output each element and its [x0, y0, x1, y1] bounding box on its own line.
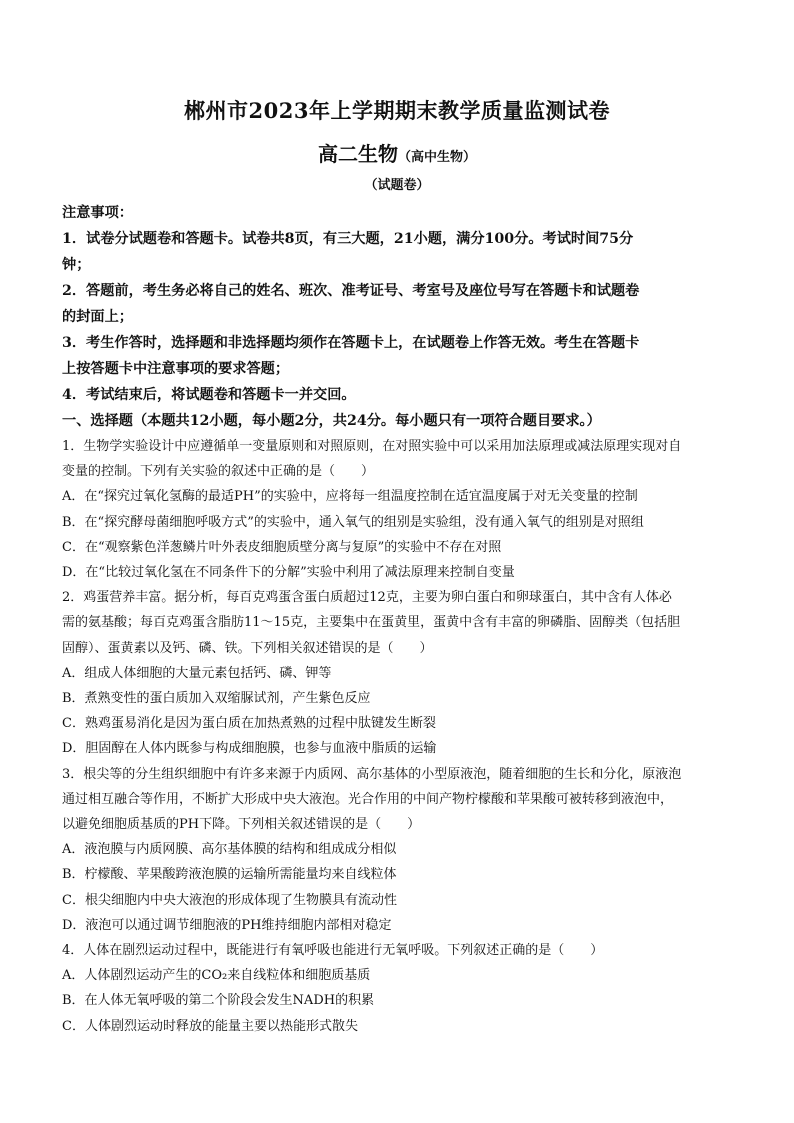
option-a: A．人体剧烈运动产生的CO₂来自线粒体和细胞质基质 [62, 968, 371, 984]
notice-line: 1．试卷分试题卷和答题卡。试卷共8页，有三大题，21小题，满分100分。考试时间75分 [62, 231, 634, 247]
subject-note: （高中生物） [397, 150, 476, 165]
option-d: D．液泡可以通过调节细胞液的PH维持细胞内部相对稳定 [62, 917, 392, 933]
question-stem: 需的氨基酸；每百克鸡蛋含脂肪11～15克，主要集中在蛋黄里，蛋黄中含有丰富的卵磷脂、固醇类（包括胆 [62, 615, 681, 631]
question-4 [62, 938, 734, 1039]
option-d: D．胆固醇在人体内既参与构成细胞膜，也参与血液中脂质的运输 [62, 741, 437, 757]
paper-tag: （试题卷） [364, 178, 430, 193]
question-stem: 以避免细胞质基质的PH下降。下列相关叙述错误的是（ ） [62, 817, 421, 833]
option-b: B．在人体无氧呼吸的第二个阶段会发生NADH的积累 [62, 993, 375, 1009]
option-c: C．在“观察紫色洋葱鳞片叶外表皮细胞质壁分离与复原”的实验中不存在对照 [62, 539, 502, 555]
notice-heading: 注意事项： [62, 205, 133, 221]
notice-line: 4．考试结束后，将试题卷和答题卡一并交回。 [62, 387, 356, 403]
option-c: C．人体剧烈运动时释放的能量主要以热能形式散失 [62, 1018, 358, 1034]
option-b: B．煮熟变性的蛋白质加入双缩脲试剂，产生紫色反应 [62, 691, 371, 707]
question-3 [62, 762, 734, 938]
question-2 [62, 585, 734, 761]
subject-name: 高二生物 [317, 142, 398, 166]
exam-title: 郴州市2023年上学期期末教学质量监测试卷 [184, 98, 610, 123]
exam-content [62, 200, 734, 1039]
notice-line: 3．考生作答时，选择题和非选择题均须作在答题卡上，在试题卷上作答无效。考生在答题卡 [62, 335, 640, 351]
option-a: A．液泡膜与内质网膜、高尔基体膜的结构和组成成分相似 [62, 842, 397, 858]
option-c: C．熟鸡蛋易消化是因为蛋白质在加热煮熟的过程中肽键发生断裂 [62, 716, 436, 732]
option-c: C．根尖细胞内中央大液泡的形成体现了生物膜具有流动性 [62, 892, 397, 908]
question-stem: 3．根尖等的分生组织细胞中有许多来源于内质网、高尔基体的小型原液泡，随着细胞的生长和分化，原液泡 [62, 766, 682, 782]
notice-line: 上按答题卡中注意事项的要求答题； [62, 361, 290, 377]
question-stem: 变量的控制。下列有关实验的叙述中正确的是（ ） [62, 464, 375, 480]
question-stem: 1．生物学实验设计中应遵循单一变量原则和对照原则，在对照实验中可以采用加法原理或减法原理实现对自 [62, 439, 682, 454]
option-b: B．柠檬酸、苹果酸跨液泡膜的运输所需能量均来自线粒体 [62, 867, 397, 883]
subject-title [0, 138, 794, 167]
section-heading: 一、选择题（本题共12小题，每小题2分，共24分。每小题只有一项符合题目要求。） [62, 413, 601, 429]
option-b: B．在“探究酵母菌细胞呼吸方式”的实验中，通入氧气的组别是实验组，没有通入氧气的组别是对照组 [62, 514, 644, 530]
notice-line: 钟； [62, 257, 91, 273]
question-stem: 固醇）、蛋黄素以及钙、磷、铁。下列相关叙述错误的是（ ） [62, 640, 433, 656]
option-d: D．在“比较过氧化氢在不同条件下的分解”实验中利用了减法原理来控制自变量 [62, 565, 515, 581]
question-stem: 4．人体在剧烈运动过程中，既能进行有氧呼吸也能进行无氧呼吸。下列叙述正确的是（ ） [62, 943, 604, 959]
question-1 [62, 434, 734, 585]
question-stem: 2．鸡蛋营养丰富。据分析，每百克鸡蛋含蛋白质超过12克，主要为卵白蛋白和卵球蛋白，其中含有人体必 [62, 590, 672, 606]
option-a: A．组成人体细胞的大量元素包括钙、磷、钾等 [62, 665, 332, 681]
notice-line: 2．答题前，考生务必将自己的姓名、班次、准考证号、考室号及座位号写在答题卡和试题卷 [62, 283, 640, 299]
notice-line: 的封面上； [62, 309, 133, 325]
notice-list [62, 226, 734, 408]
option-a: A．在“探究过氧化氢酶的最适PH”的实验中，应将每一组温度控制在适宜温度属于对无关变量的控制 [62, 489, 638, 505]
question-stem: 通过相互融合等作用，不断扩大形成中央大液泡。光合作用的中间产物柠檬酸和苹果酸可被转移到液泡中， [62, 791, 674, 807]
